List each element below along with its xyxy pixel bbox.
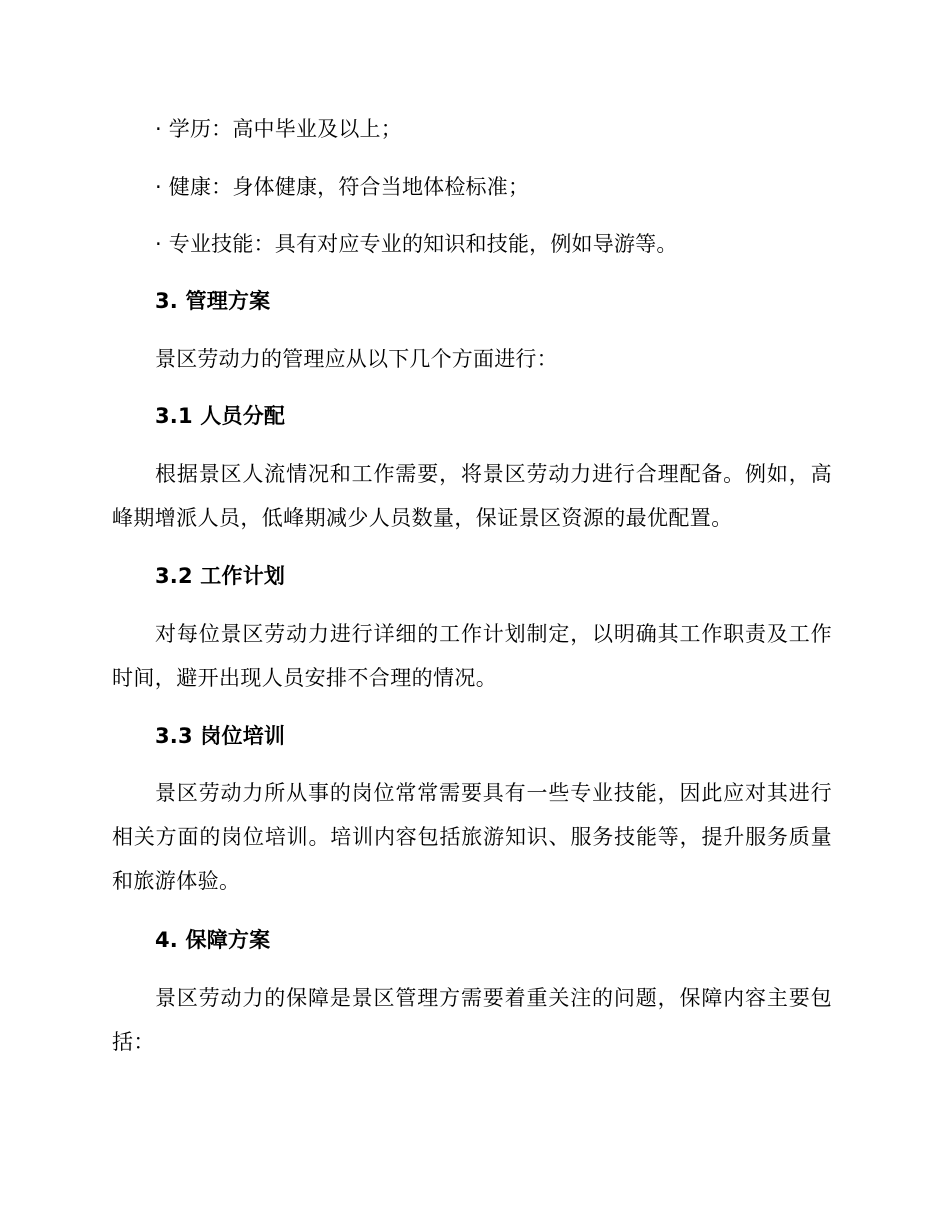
section-4-paragraph: 景区劳动力的保障是景区管理方需要着重关注的问题，保障内容主要包括： <box>112 986 832 1054</box>
section-3-3-heading: 3.3 岗位培训 <box>155 724 286 748</box>
bullet-health: · 健康：身体健康，符合当地体检标准； <box>155 175 530 199</box>
section-4-heading: 4. 保障方案 <box>155 928 271 952</box>
section-3-1-heading: 3.1 人员分配 <box>155 404 286 428</box>
bullet-education: · 学历：高中毕业及以上； <box>155 117 402 141</box>
section-3-1-paragraph: 根据景区人流情况和工作需要，将景区劳动力进行合理配备。例如，高峰期增派人员，低峰期减少人员数量，保证景区资源的最优配置。 <box>112 462 832 530</box>
section-3-3-paragraph: 景区劳动力所从事的岗位常常需要具有一些专业技能，因此应对其进行相关方面的岗位培训。培训内容包括旅游知识、服务技能等，提升服务质量和旅游体验。 <box>112 781 832 893</box>
section-3-2-paragraph: 对每位景区劳动力进行详细的工作计划制定，以明确其工作职责及工作时间，避开出现人员安排不合理的情况。 <box>112 622 832 690</box>
bullet-skills: · 专业技能：具有对应专业的知识和技能，例如导游等。 <box>155 232 678 256</box>
section-3-intro: 景区劳动力的管理应从以下几个方面进行： <box>155 347 558 371</box>
section-3-heading: 3. 管理方案 <box>155 289 271 313</box>
section-3-2-heading: 3.2 工作计划 <box>155 564 286 588</box>
